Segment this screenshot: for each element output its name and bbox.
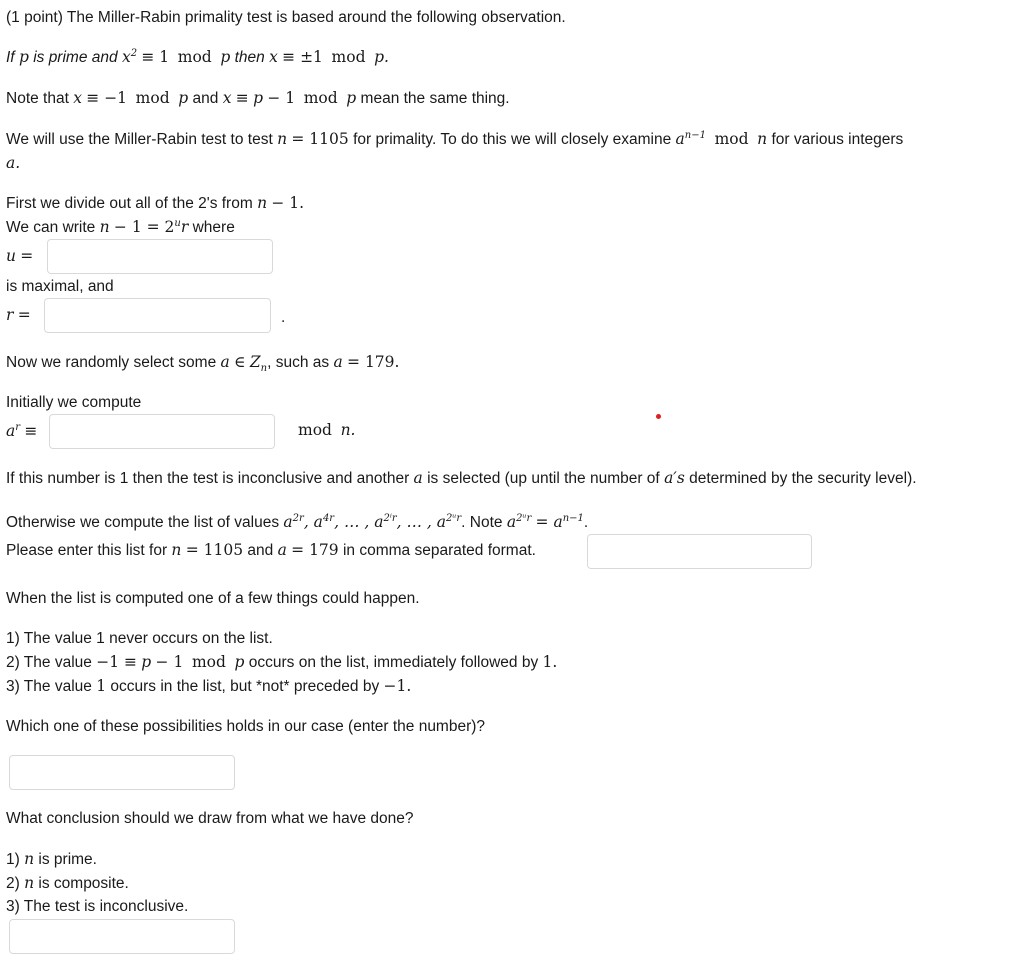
question-intro: (1 point) The Miller-Rabin primality test is based around the following observation. (6, 9, 566, 26)
r-period: . (281, 309, 286, 326)
option-3: 3) The value 1 occurs in the list, but *not* preceded by −1. (6, 677, 412, 695)
r-label: r = (6, 306, 31, 324)
usage-line: We will use the Miller-Rabin test to test n = 1105 for primality. To do this we will closely examine $a^{n-1}$ mod n for various integers (6, 129, 904, 148)
divide-line: First we divide out all of the 2's from n − 1. (6, 194, 305, 212)
possibility-input[interactable] (9, 755, 235, 790)
red-dot-marker (656, 414, 661, 419)
which-question: Which one of these possibilities holds in our case (enter the number)? (6, 718, 486, 735)
please-line: Please enter this list for n = 1105 and a = 179 in comma separated format. (6, 541, 536, 559)
usage-line-a: a. (6, 154, 21, 172)
ar-label: $a^r$ ≡ (6, 421, 38, 440)
conclusion-1: 1) n is prime. (6, 850, 97, 868)
list-input[interactable] (587, 534, 812, 569)
option-1: 1) The value 1 never occurs on the list. (6, 630, 273, 647)
option-2: 2) The value −1 ≡ p − 1 mod p occurs on the list, immediately followed by 1. (6, 653, 558, 671)
otherwise-line: Otherwise we compute the list of values $a^{2r}$, $a^{4r}$, … , $a^{2^ir}$, … , $a^{2ᵘr}$. Note $a^{2ᵘr} = a^{n-1}$. (6, 512, 589, 531)
write-line: We can write $n - 1 = 2^ur$ where (6, 217, 235, 236)
note-line: Note that x ≡ −1 mod p and x ≡ p − 1 mod p mean the same thing. (6, 89, 510, 107)
conclusion-2: 2) n is composite. (6, 874, 129, 892)
observation-line: If p is prime and $x^2 \equiv 1$ mod p then x ≡ ±1 mod p. (6, 47, 389, 66)
ar-mod-text: mod n. (298, 421, 356, 439)
conclusion-question: What conclusion should we draw from what we have done? (6, 810, 414, 827)
u-input[interactable] (47, 239, 273, 274)
r-input[interactable] (44, 298, 271, 333)
inconclusive-line: If this number is 1 then the test is inconclusive and another a is selected (up until the number of a′s determined by the security level). (6, 469, 917, 487)
when-text: When the list is computed one of a few things could happen. (6, 590, 420, 607)
initially-text: Initially we compute (6, 394, 142, 411)
conclusion-input[interactable] (9, 919, 235, 954)
maximal-text: is maximal, and (6, 278, 114, 295)
select-line: Now we randomly select some a ∈ $Z_n$, such as a = 179. (6, 353, 400, 375)
u-label: u = (6, 247, 34, 265)
conclusion-3: 3) The test is inconclusive. (6, 898, 189, 915)
ar-input[interactable] (49, 414, 275, 449)
